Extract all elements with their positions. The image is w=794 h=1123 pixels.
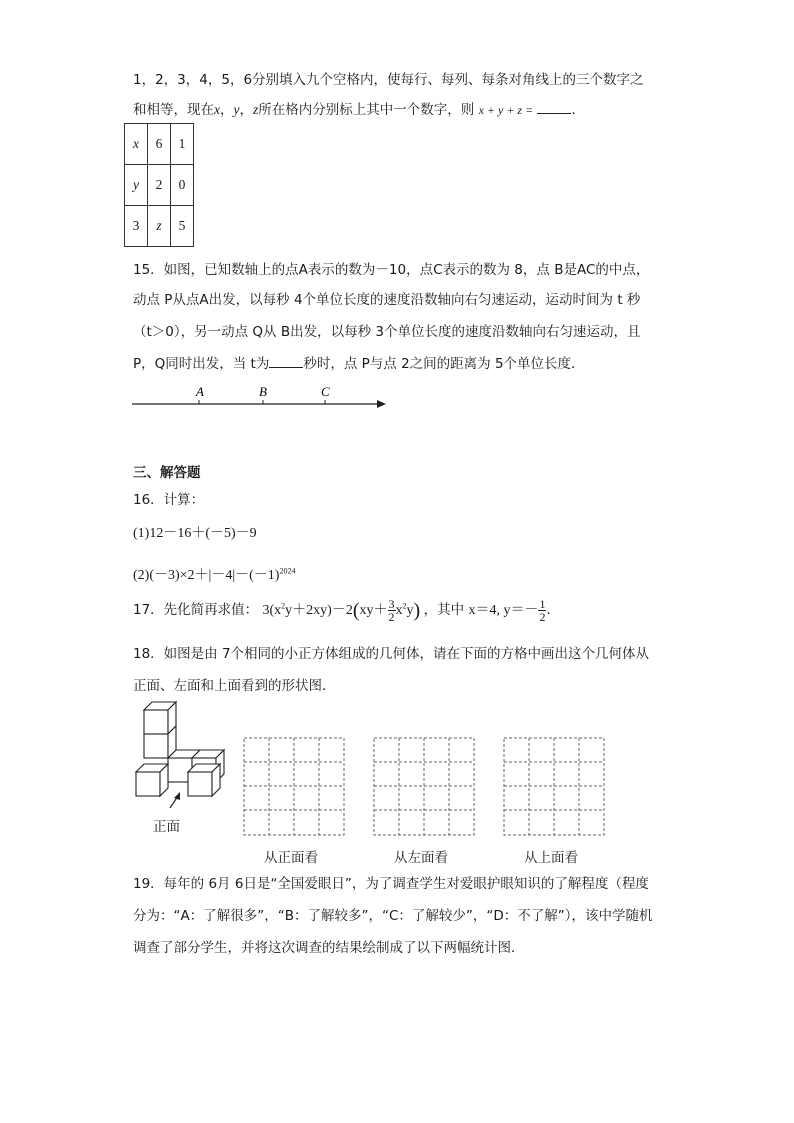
cube-face [136, 772, 160, 796]
grid-left[interactable] [373, 737, 475, 837]
q14-expression: x + y + z = [478, 103, 534, 117]
expr-part: x [395, 603, 403, 618]
grid-cell: 3 [125, 206, 148, 247]
grid-cell: x [125, 124, 148, 165]
q17-expression [262, 597, 423, 625]
q15-line4-post: 秒时，点 P与点 2之间的距离为 5个单位长度． [303, 356, 585, 372]
q19-line3: 调查了部分学生，并将这次调查的结果绘制成了以下两幅统计图． [133, 940, 525, 956]
grid-row [125, 206, 194, 247]
cube-figure [130, 698, 240, 808]
answer-blank[interactable] [269, 355, 303, 368]
caption-top: 从上面看 [524, 850, 578, 866]
sep: ， [239, 102, 253, 118]
q15-line1: 15．如图，已知数轴上的点A表示的数为－10，点C表示的数为 8，点 B是AC的中点， [133, 262, 650, 278]
q15-line3: （t＞0），另一动点 Q从 B出发，以每秒 3个单位长度的速度沿数轴向右匀速运动，且 [133, 324, 641, 340]
exponent: 2 [281, 601, 286, 611]
q17-line [133, 598, 560, 623]
grid-row [125, 165, 194, 206]
grid-cell: 5 [171, 206, 194, 247]
numerator: 1 [539, 597, 546, 612]
q18-line2: 正面、左面和上面看到的形状图． [133, 678, 336, 694]
number-line [130, 380, 390, 412]
grid-cell: 6 [148, 124, 171, 165]
grid-front[interactable] [243, 737, 345, 837]
q17-prefix: 17．先化简再求值： [133, 602, 259, 618]
q15-line4 [133, 352, 585, 372]
expr-part: y [406, 603, 414, 618]
cube-face [144, 734, 168, 758]
sep: ， [220, 102, 234, 118]
q16-part2 [133, 564, 295, 584]
paren-close: ) [413, 599, 421, 622]
var-z: z [253, 102, 259, 117]
denominator: 2 [539, 610, 546, 625]
q14-line1: 1，2，3，4，5，6分别填入九个空格内，使每行、每列、每条对角线上的三个数字之 [133, 72, 644, 88]
grid-cell: 2 [148, 165, 171, 206]
label-c: C [321, 384, 330, 399]
period: ． [571, 102, 585, 118]
answer-blank[interactable] [537, 101, 571, 114]
expr-part: 3(x [262, 603, 282, 618]
grid-cell: z [148, 206, 171, 247]
fraction [388, 598, 396, 623]
period: ． [546, 602, 560, 618]
paren-open: ( [352, 599, 360, 622]
q16-part2-expr: (2)(－3)×2＋|－4|－(－1) [133, 568, 280, 583]
arrow-icon [174, 792, 180, 800]
q17-condition [468, 597, 546, 625]
grid-cell: 1 [171, 124, 194, 165]
arrow-icon [377, 400, 386, 408]
q15-line2: 动点 P从点A出发，以每秒 4个单位长度的速度沿数轴向右匀速运动，运动时间为 t 秒 [133, 292, 641, 308]
numerator: 3 [388, 597, 395, 612]
grid-row [125, 124, 194, 165]
q19-line2: 分为：“A：了解很多”，“B：了解较多”，“C：了解较少”，“D：不了解”），该中学随机 [133, 908, 653, 924]
cube-face [144, 710, 168, 734]
grid-cell: y [125, 165, 148, 206]
exponent: 2 [402, 601, 407, 611]
q16-part1: (1)12－16＋(－5)－9 [133, 526, 257, 541]
exponent: 2024 [279, 566, 296, 576]
caption-front: 从正面看 [264, 850, 318, 866]
label-a: A [196, 384, 204, 399]
q18-line1: 18．如图是由 7个相同的小正方体组成的几何体，请在下面的方格中画出这个几何体从 [133, 646, 650, 662]
q14-line2 [133, 98, 585, 118]
caption-left: 从左面看 [394, 850, 448, 866]
q14-line2-pre: 和相等，现在 [133, 102, 214, 118]
q14-line2-mid: 所在格内分别标上其中一个数字，则 [258, 102, 475, 118]
magic-square-grid [124, 123, 194, 247]
cube-face [188, 772, 212, 796]
front-label: 正面 [153, 819, 180, 835]
q15-line4-pre: P，Q同时出发，当 t为 [133, 356, 270, 372]
q19-line1: 19．每年的 6月 6日是“全国爱眼日”，为了调查学生对爱眼护眼知识的了解程度（程度 [133, 876, 649, 892]
var-x: x [214, 102, 220, 117]
var-y: y [233, 102, 240, 117]
grid-top[interactable] [503, 737, 605, 837]
q16-title: 16．计算： [133, 492, 205, 508]
section-title: 三、解答题 [133, 465, 201, 481]
expr-part: xy＋ [359, 603, 388, 618]
expr-part: y＋2xy)－2 [285, 603, 353, 618]
q17-mid: ，其中 [423, 602, 465, 618]
denominator: 2 [388, 610, 395, 625]
cond-part: x＝4, y＝－ [468, 603, 539, 618]
grid-cell: 0 [171, 165, 194, 206]
label-b: B [259, 384, 267, 399]
